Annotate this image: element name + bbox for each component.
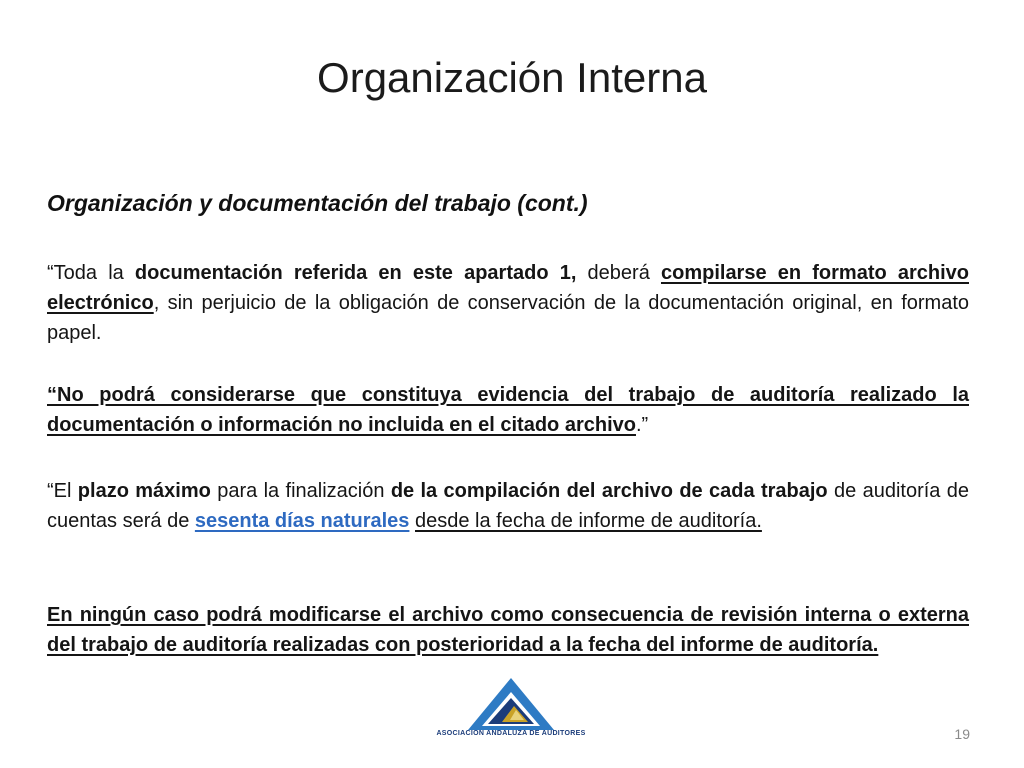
p3-text-a: “El — [47, 480, 78, 502]
p1-text-a: “Toda la — [47, 262, 135, 284]
p3-bold-plazo: plazo máximo — [77, 480, 211, 502]
section-subtitle: Organización y documentación del trabajo (cont.) — [47, 190, 588, 216]
p3-underlined-desde: desde la fecha de informe de auditoría. — [415, 510, 762, 532]
page-title: Organización Interna — [317, 54, 707, 101]
p1-text-c: deberá — [576, 262, 661, 284]
p1-bold-documentacion: documentación referida en este apartado 1, — [134, 262, 577, 284]
logo-caption: ASOCIACION ANDALUZA DE AUDITORES — [436, 730, 586, 737]
p3-text-e: de auditoría de cuentas será de — [47, 480, 970, 532]
paragraph-4 — [47, 600, 969, 660]
paragraph-1 — [47, 258, 969, 348]
page-number: 19 — [954, 726, 970, 742]
p3-text-c: para la finalización — [210, 480, 391, 502]
p2-bold-underlined-quote: “No podrá considerarse que constituya evidencia del trabajo de auditoría realizado la documentación o información no incluida en el citado archivo — [47, 384, 969, 436]
p1-underlined-compilarse: compilarse en formato archivo electrónico — [47, 262, 969, 314]
p3-link-sesenta-dias[interactable]: sesenta días naturales — [194, 510, 410, 532]
p2-text-end: .” — [635, 414, 649, 436]
p4-bold-underlined: En ningún caso podrá modificarse el archivo como consecuencia de revisión interna o externa del trabajo de auditoría realizadas con posterioridad a la fecha del informe de auditoría. — [47, 604, 969, 656]
p1-text-e: , sin perjuicio de la obligación de conservación de la documentación original, en formato papel. — [47, 292, 969, 344]
paragraph-3 — [47, 476, 969, 536]
paragraph-2 — [47, 380, 969, 440]
p3-bold-compilacion: de la compilación del archivo de cada trabajo — [390, 480, 828, 502]
